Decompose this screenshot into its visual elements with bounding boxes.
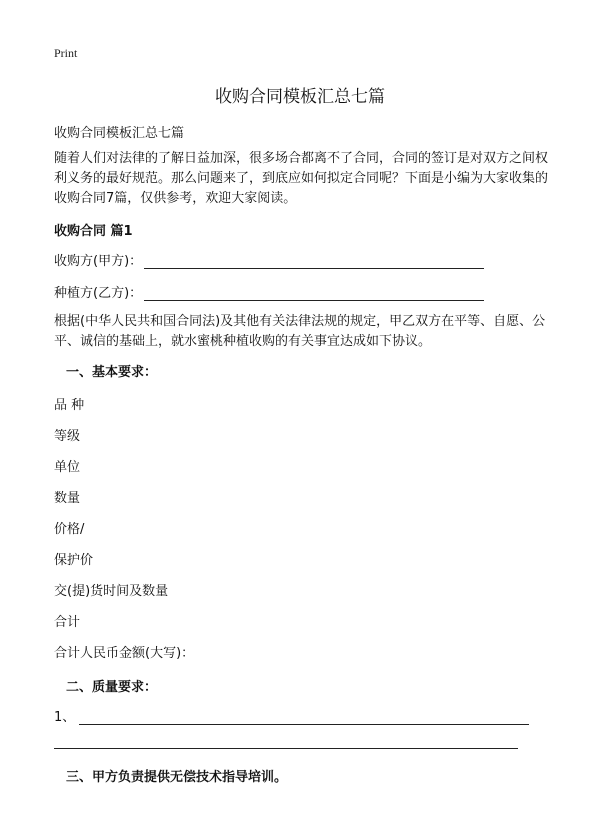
heading-technical-training: 三、甲方负责提供无偿技术指导培训。 <box>66 770 288 785</box>
item-total: 合计 <box>54 615 81 630</box>
grower-blank-line <box>144 286 484 301</box>
item-delivery-time: 交(提)货时间及数量 <box>54 584 169 599</box>
quality-line-1-blank <box>79 710 529 725</box>
document-subtitle: 收购合同模板汇总七篇 <box>54 126 185 141</box>
quality-line-1 <box>54 706 529 725</box>
intro-paragraph: 随着人们对法律的了解日益加深，很多场合都离不了合同，合同的签订是对双方之间权利义务的最好规范。那么问题来了，到底应如何拟定合同呢？下面是小编为大家收集的收购合同7篇，仅供参考，欢迎大家阅读。 <box>54 151 549 206</box>
item-variety: 品 种 <box>54 398 85 413</box>
item-grade: 等级 <box>54 429 81 444</box>
buyer-blank-line <box>144 254 484 269</box>
item-total-amount: 合计人民币金额(大写)： <box>54 646 195 661</box>
item-protection-price: 保护价 <box>54 553 94 568</box>
quality-line-2-blank <box>54 748 518 749</box>
buyer-field <box>54 250 484 269</box>
basis-paragraph: 根据(中华人民共和国合同法)及其他有关法律法规的规定，甲乙双方在平等、自愿、公平、诚信的基础上，就水蜜桃种植收购的有关事宜达成如下协议。 <box>54 314 546 349</box>
buyer-label: 收购方(甲方)： <box>54 254 143 269</box>
grower-label: 种植方(乙方)： <box>54 286 143 301</box>
grower-field <box>54 282 484 301</box>
quality-line-1-label: 1、 <box>54 710 76 725</box>
item-price: 价格/ <box>54 522 85 537</box>
document-title: 收购合同模板汇总七篇 <box>215 87 385 107</box>
heading-basic-requirements: 一、基本要求： <box>66 365 158 380</box>
item-quantity: 数量 <box>54 491 81 506</box>
section-title: 收购合同 篇1 <box>54 224 133 239</box>
heading-quality-requirements: 二、质量要求： <box>66 680 158 695</box>
item-unit: 单位 <box>54 460 81 475</box>
print-link[interactable]: Print <box>54 46 78 60</box>
